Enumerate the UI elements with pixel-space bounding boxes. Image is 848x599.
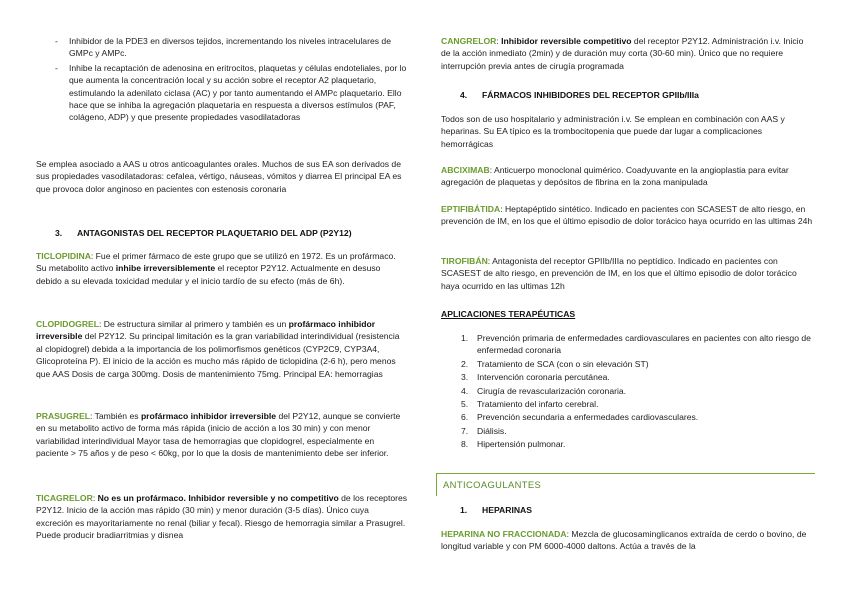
drug-text: el receptor P2Y12. Actualmente en desuso debido a su elevada toxicidad medular y el inicio tardío de su efecto (más de 6h). [36,263,381,286]
intro-paragraph-gpiib [441,113,815,150]
drug-bold-text: inhibe irreversiblemente [115,263,216,274]
list-item [441,438,815,450]
item-text: Diálisis. [477,425,507,436]
drug-bold-text: Inhibidor reversible competitivo [501,36,632,46]
item-number: 7. [461,425,469,436]
item-text: Tratamiento del infarto cerebral. [477,399,599,410]
drug-paragraph-prasugrel [36,410,408,460]
drug-text: : Anticuerpo monoclonal quimérico. Coadyuvante en la angioplastia para evitar agregación de plaquetas y depósitos de fibrina en la zona manipulada [441,165,789,188]
section-heading-3 [55,227,407,239]
mechanism-bullet-list [55,35,407,124]
drug-text: del P2Y12, aunque se convierte en su metabolito activo de forma más rápida (inicio de acción a los 30 min) y con menor variabilidad interindividual Mayor tasa de hemorragias que clopidogrel, especialmente en paciente > 75 años y de peso < 60kg, por lo que la dosis de mantenimiento debe ser inferior. [36,411,401,459]
drug-bold-text: profármaco inhibidor irreversible [140,411,277,421]
intro-paragraph [36,158,408,195]
drug-name: CANGRELOR [441,36,497,46]
drug-paragraph-tirofiban [441,255,815,292]
drug-name: PRASUGREL [36,411,90,421]
drug-paragraph-ticagrelor [36,492,408,542]
drug-name: TIROFIBÁN [441,256,488,266]
intro-text: Todos son de uso hospitalario y administración i.v. Se emplean en combinación con AAS y heparinas. Su EA típico es la trombocitopenia que puede dar lugar a complicaciones hemorrágicas [441,114,785,149]
list-item [441,398,815,410]
drug-paragraph-clopidogrel [36,318,408,380]
item-text: Prevención primaria de enfermedades cardiovasculares en pacientes con alto riesgo de enfermedad coronaria [477,333,811,356]
list-item [441,385,815,397]
drug-text: : [92,493,98,503]
item-number: 1. [461,333,469,343]
drug-paragraph-heparina [441,528,815,553]
drug-paragraph-eptifibatida [441,203,815,228]
drug-text: : [496,36,502,46]
drug-text: : Mezcla de glucosaminglicanos extraída de cerdo o bovino, de longitud variable y con PM 6000-4000 daltons. Actúa a través de la [441,529,807,552]
drug-name: ABCIXIMAB [441,165,490,175]
section-title: ANTICOAGULANTES [443,479,542,490]
drug-paragraph-cangrelor [441,35,815,72]
drug-text: : De estructura similar al primero y también es un [99,319,289,329]
list-item [441,411,815,423]
drug-name: EPTIFIBÁTIDA [441,204,501,214]
item-text: Cirugía de revascularización coronaria. [477,385,627,396]
drug-text: : También es [89,411,141,421]
drug-text: : Antagonista del receptor GPIIb/IIIa no peptídico. Indicado en pacientes con SCASEST de alto riesgo, en prevención de IM, en los que el último episodio de dolor torácico haya ocurrido en las ultimas 12h [441,256,797,291]
list-item [55,62,407,124]
drug-name: HEPARINA NO FRACCIONADA [441,529,567,539]
drug-paragraph-abciximab [441,164,815,189]
heading-text: ANTAGONISTAS DEL RECEPTOR PLAQUETARIO DEL ADP (P2Y12) [77,228,352,238]
list-item [441,358,815,370]
applications-title: APLICACIONES TERAPÉUTICAS [441,309,576,319]
heading-number: 4. [460,90,468,100]
item-number: 6. [461,412,469,423]
item-number: 2. [461,358,469,369]
item-text: Prevención secundaria a enfermedades cardiovasculares. [477,412,699,423]
bullet-dash: - [55,36,58,46]
drug-bold-text: No es un profármaco. Inhibidor reversible y no competitivo [97,493,339,503]
bullet-text: Inhibe la recaptación de adenosina en eritrocitos, plaquetas y células endoteliales, por lo que aumenta la concentración local y su acción sobre el receptor A2 plaquetario, estimulando la adenilato ciclasa (AC) y por tanto aumentando el AMPc plaquetario. Ello hace que se inhiba la agregación plaquetaria en respuesta a diversos estímulos (PAF, colágeno, ADP) y que presente propiedades vasodilatadoras [69,62,407,123]
drug-text: del receptor P2Y12. Administración i.v. Inicio de la acción inmediato (2min) y de duración muy corta (30-60 min). Único que no requiere interrupción previa antes de cirugía programada [441,36,804,71]
drug-name: TICAGRELOR [36,493,93,503]
heading-number: 3. [55,228,63,238]
list-item [441,371,815,383]
drug-name: TICLOPIDINA [36,251,91,261]
intro-text: Se emplea asociado a AAS u otros anticoagulantes orales. Muchos de sus EA son derivados de sus propiedades vasodilatadoras: cefalea, vértigo, náuseas, vómitos y diarrea El principal EA es que provoca dolor anginoso en pacientes con estenosis coronaria [36,159,402,194]
drug-paragraph-ticlopidina [36,250,408,287]
item-number: 3. [461,372,469,383]
drug-text: : Fue el primer fármaco de este grupo que se utilizó en 1972. Es un profármaco. Su metabolito activo [36,251,396,274]
heading-text: FÁRMACOS INHIBIDORES DEL RECEPTOR GPIIb/IIIa [482,90,699,100]
section-header-anticoagulantes [436,473,815,496]
bullet-text: Inhibidor de la PDE3 en diversos tejidos, incrementando los niveles intracelulares de GMPc y AMPc. [69,36,391,59]
item-text: Hipertensión pulmonar. [477,439,566,450]
list-item [441,332,815,357]
item-number: 4. [461,385,469,396]
drug-text: : Heptapéptido sintético. Indicado en pacientes con SCASEST de alto riesgo, en prevención de IM, en los que el último episodio de dolor torácico haya ocurrido en las ultimas 24h [441,204,813,227]
drug-text: del P2Y12. Su principal limitación es la gran variabilidad interindividual (resistencia al clopidogrel) debida a la importancia de los polimorfismos genéticos (CYP2C9, CYP3A4, Glicoproteína P). El inicio de la acción es mucho más rápido de ticlopidina (2-6 h), pero menos que AAS Dosis de carga 300mg. Dosis de mantenimiento 75mg. Principal EA: hemorragias [36,331,400,379]
section-heading-1 [460,504,814,516]
item-number: 8. [461,439,469,450]
applications-list [441,332,815,451]
item-number: 5. [461,399,469,410]
section-heading-4 [460,89,814,101]
heading-text: HEPARINAS [482,505,532,515]
list-item [441,425,815,437]
list-item [55,35,407,60]
drug-name: CLOPIDOGREL [36,319,100,329]
heading-number: 1. [460,505,468,515]
bullet-dash: - [55,62,58,73]
item-text: Tratamiento de SCA (con o sin elevación ST) [477,358,649,369]
item-text: Intervención coronaria percutánea. [477,372,610,383]
drug-text: de los receptores P2Y12. Inicio de la acción mas rápido (30 min) y menor duración (3-5 días). Único cuya excreción es mayoritariamente no renal (biliar y fecal). Riesgo de hemorragia similar a Prasugrel. Puede producir bradiarritmias y disnea [36,493,408,541]
drug-bold-text: profármaco inhibidor irreversible [36,319,376,342]
